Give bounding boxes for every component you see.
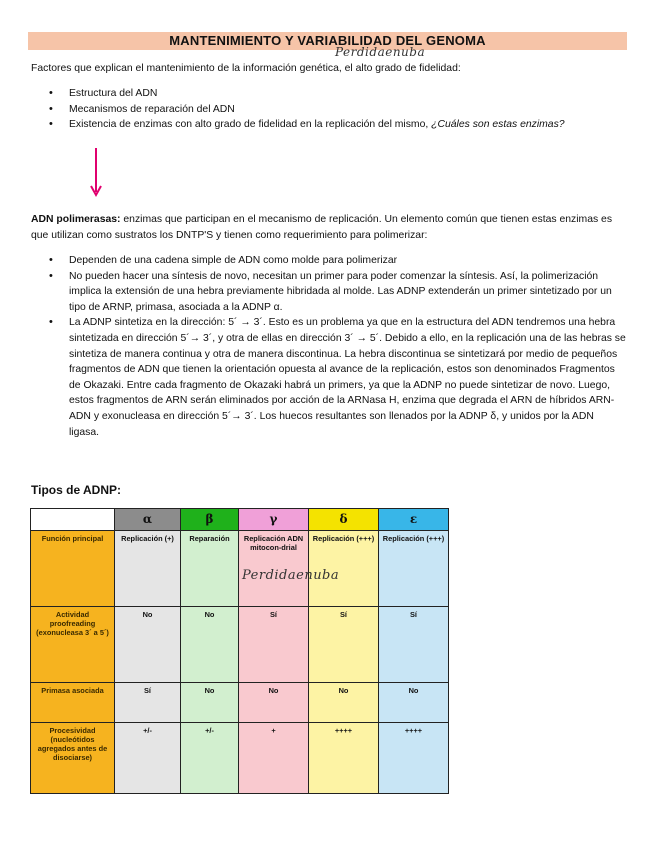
table-cell: +/-	[181, 723, 239, 794]
table-cell: No	[309, 683, 379, 723]
table-cell: No	[115, 607, 181, 683]
table-header-cell: ε	[379, 509, 449, 531]
list-item: • Dependen de una cadena simple de ADN como molde para polimerizar	[31, 253, 626, 269]
table-row	[31, 723, 449, 794]
table-cell: ++++	[309, 723, 379, 794]
table-cell: +	[239, 723, 309, 794]
table-row	[31, 683, 449, 723]
table-cell: Replicación ADN mitocon-drial	[239, 531, 309, 607]
down-arrow-icon	[89, 148, 103, 204]
table-cell: No	[239, 683, 309, 723]
table-cell: Sí	[115, 683, 181, 723]
table-cell: ++++	[379, 723, 449, 794]
table-cell: Reparación	[181, 531, 239, 607]
watermark-top: Perdidaenuba	[335, 45, 426, 59]
table-header-cell: β	[181, 509, 239, 531]
watermark-table: Perdidaenuba	[242, 568, 340, 583]
table-cell: No	[181, 683, 239, 723]
list-item: • La ADNP sintetiza en la dirección: 5´ → 3´. Esto es un problema ya que en la estructura del ADN tendremos una hebra sintetizada en dirección 5´→ 3´, y otra de ellas en dirección 3´ → 5´. Debido a ello, en la replicación una de las hebras se sintetiza de manera continua y otra de manera discontinua. La hebra discontinua se sintetizará por medio de pequeños fragmentos de ADN que tienen la orientación opuesta al avance de la replicación, estos son denominados Fragmentos de Okazaki. Entre cada fragmento de Okazaki habrá un primers, ya que la ADNP no puede sintetizar de novo. Luego, estos fragmentos de ARN serán eliminados por acción de la ARNasa H, enzima que degrada el ARN de híbridos ARN-ADN y exonucleasa en dirección 5´→ 3´. Los huecos resultantes son llenados por la ADNP δ, y unidos por la ADN ligasa.	[31, 315, 626, 440]
title-bar	[28, 32, 627, 50]
table-cell: Replicación (+++)	[379, 531, 449, 607]
table-cell: No	[379, 683, 449, 723]
adnp-definition	[31, 212, 629, 244]
adnp-definition-text: enzimas que participan en el mecanismo de replicación. Un elemento común que tienen estas enzimas es que utilizan como sustratos los DNTP'S y tienen como requerimiento para polimerizar:	[31, 214, 613, 241]
list-item: • No pueden hacer una síntesis de novo, necesitan un primer para poder comenzar la síntesis. Así, la polimerización implica la extensión de una hebra previamente hibridada al molde. Las ADNP extenderán un primer sintetizado por un tipo de ARNP, primasa, asociada a la ADNP α.	[31, 269, 626, 316]
adnp-types-table	[30, 508, 449, 794]
table-row	[31, 607, 449, 683]
list-item: • Estructura del ADN	[31, 86, 626, 102]
types-heading: Tipos de ADNP:	[31, 483, 122, 497]
table-cell: Sí	[239, 607, 309, 683]
table-header-cell: α	[115, 509, 181, 531]
table-cell: +/-	[115, 723, 181, 794]
adnp-term: ADN polimerasas:	[31, 214, 121, 225]
table-header-cell: γ	[239, 509, 309, 531]
factors-list	[31, 86, 626, 133]
intro-text: Factores que explican el mantenimiento de la información genética, el alto grado de fidelidad:	[31, 63, 461, 74]
table-cell: Sí	[309, 607, 379, 683]
table-header-cell: δ	[309, 509, 379, 531]
table-row-label: Procesividad (nucleótidos agregados antes de disociarse)	[31, 723, 115, 794]
table-row-label: Primasa asociada	[31, 683, 115, 723]
list-item: • Mecanismos de reparación del ADN	[31, 102, 626, 118]
page-title: MANTENIMIENTO Y VARIABILIDAD DEL GENOMA	[169, 33, 486, 48]
table-header-cell	[31, 509, 115, 531]
table-row	[31, 531, 449, 607]
question-text: ¿Cuáles son estas enzimas?	[431, 119, 565, 131]
table-header-row	[31, 509, 449, 531]
arrow-shape	[89, 148, 103, 200]
table-row-label: Función principal	[31, 531, 115, 607]
table-row-label: Actividad proofreading (exonucleasa 3´ a 5´)	[31, 607, 115, 683]
table-cell: No	[181, 607, 239, 683]
requirements-list	[31, 253, 626, 440]
table-cell: Sí	[379, 607, 449, 683]
table-cell: Replicación (+++)	[309, 531, 379, 607]
list-item: • Existencia de enzimas con alto grado de fidelidad en la replicación del mismo, ¿Cuáles son estas enzimas?	[31, 117, 626, 133]
table-cell: Replicación (+)	[115, 531, 181, 607]
